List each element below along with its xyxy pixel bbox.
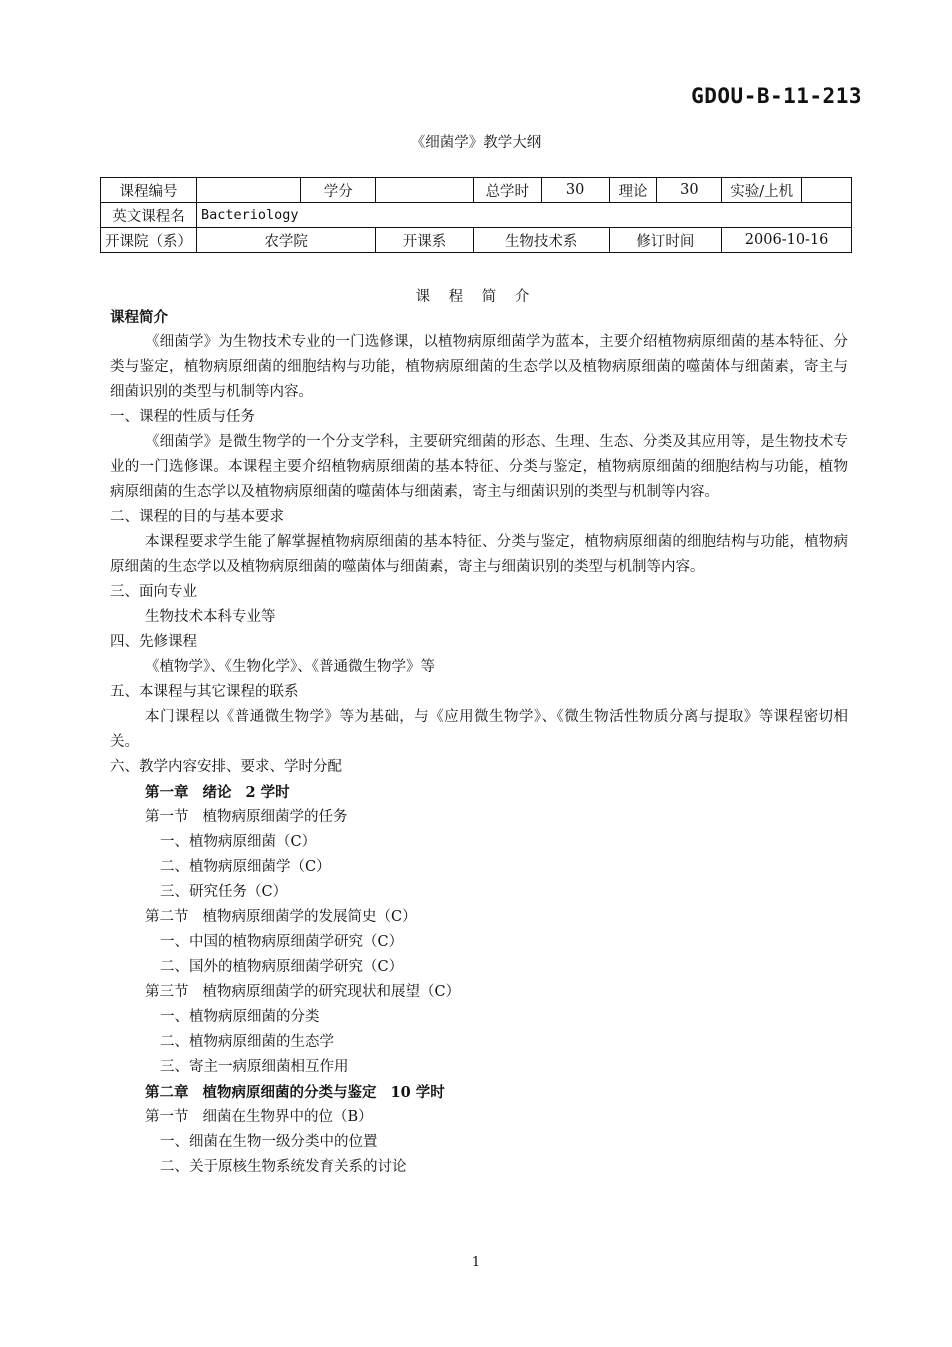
theory-value: 30 xyxy=(657,178,722,203)
course-info-table xyxy=(100,177,852,253)
section-heading: 一、课程的性质与任务 xyxy=(110,409,255,425)
section-heading: 五、本课程与其它课程的联系 xyxy=(110,684,299,700)
document-title: 《细菌学》教学大纲 xyxy=(410,135,542,151)
section-heading: 六、教学内容安排、要求、学时分配 xyxy=(110,759,342,775)
revision-label: 修订时间 xyxy=(609,228,722,253)
list-item: 二、植物病原细菌的生态学 xyxy=(160,1034,334,1050)
list-item: 二、植物病原细菌学（C） xyxy=(160,859,331,875)
section-text: 本门课程以《普通微生物学》等为基础，与《应用微生物学》、《微生物活性物质分离与提取》等课程密切相关。 xyxy=(110,709,848,750)
section-text: 本课程要求学生能了解掌握植物病原细菌的基本特征、分类与鉴定，植物病原细菌的细胞结构与功能，植物病原细菌的生态学以及植物病原细菌的噬菌体与细菌素，寄主与细菌识别的类型与机制等内容。 xyxy=(110,534,848,575)
course-code-label: 课程编号 xyxy=(101,178,197,203)
chapter-heading: 第二章 植物病原细菌的分类与鉴定 10 学时 xyxy=(145,1084,445,1101)
part-heading: 第一节 植物病原细菌学的任务 xyxy=(145,809,348,825)
list-item: 三、研究任务（C） xyxy=(160,884,288,900)
revision-value: 2006-10-16 xyxy=(722,228,852,253)
list-item: 三、寄主一病原细菌相互作用 xyxy=(160,1059,349,1075)
intro-paragraph: 《细菌学》为生物技术专业的一门选修课，以植物病原细菌学为蓝本，主要介绍植物病原细菌的基本特征、分类与鉴定，植物病原细菌的细胞结构与功能，植物病原细菌的生态学以及植物病原细菌的噬菌体与细菌素，寄主与细菌识别的类型与机制等内容。 xyxy=(110,334,848,400)
dept-value: 生物技术系 xyxy=(473,228,609,253)
info-row-2 xyxy=(101,203,852,228)
english-name-value: Bacteriology xyxy=(197,203,852,228)
part-heading: 第二节 植物病原细菌学的发展简史（C） xyxy=(145,909,417,925)
list-item: 一、植物病原细菌的分类 xyxy=(160,1009,320,1025)
section-heading: 四、先修课程 xyxy=(110,634,197,650)
intro-section-heading: 课 程 简 介 xyxy=(415,289,537,305)
document-body xyxy=(110,305,848,1180)
page-number: 1 xyxy=(471,1255,481,1270)
total-hours-label: 总学时 xyxy=(473,178,541,203)
list-item: 一、植物病原细菌（C） xyxy=(160,834,317,850)
part-heading: 第三节 植物病原细菌学的研究现状和展望（C） xyxy=(145,984,461,1000)
college-label: 开课院（系） xyxy=(101,228,197,253)
dept-label: 开课系 xyxy=(376,228,474,253)
section-text: 《细菌学》是微生物学的一个分支学科，主要研究细菌的形态、生理、生态、分类及其应用等，是生物技术专业的一门选修课。本课程主要介绍植物病原细菌的基本特征、分类与鉴定，植物病原细菌的细胞结构与功能，植物病原细菌的生态学以及植物病原细菌的噬菌体与细菌素，寄主与细菌识别的类型与机制等内容。 xyxy=(110,434,848,500)
course-code-value xyxy=(197,178,301,203)
total-hours-value: 30 xyxy=(541,178,609,203)
list-item: 一、细菌在生物一级分类中的位置 xyxy=(160,1134,378,1150)
credit-value xyxy=(376,178,474,203)
lab-label: 实验/上机 xyxy=(722,178,802,203)
theory-label: 理论 xyxy=(609,178,657,203)
intro-title: 课程简介 xyxy=(110,309,168,326)
college-value: 农学院 xyxy=(197,228,376,253)
part-heading: 第一节 细菌在生物界中的位（B） xyxy=(145,1109,373,1125)
english-name-label: 英文课程名 xyxy=(101,203,197,228)
chapter-heading: 第一章 绪论 2 学时 xyxy=(145,784,290,801)
lab-value xyxy=(802,178,852,203)
section-text: 生物技术本科专业等 xyxy=(145,609,276,625)
section-heading: 三、面向专业 xyxy=(110,584,197,600)
section-text: 《植物学》、《生物化学》、《普通微生物学》等 xyxy=(145,659,435,675)
credit-label: 学分 xyxy=(301,178,376,203)
list-item: 二、关于原核生物系统发育关系的讨论 xyxy=(160,1159,407,1175)
list-item: 一、中国的植物病原细菌学研究（C） xyxy=(160,934,404,950)
section-heading: 二、课程的目的与基本要求 xyxy=(110,509,284,525)
info-row-1 xyxy=(101,178,852,203)
info-row-3 xyxy=(101,228,852,253)
list-item: 二、国外的植物病原细菌学研究（C） xyxy=(160,959,404,975)
document-code: GDOU-B-11-213 xyxy=(691,84,862,108)
